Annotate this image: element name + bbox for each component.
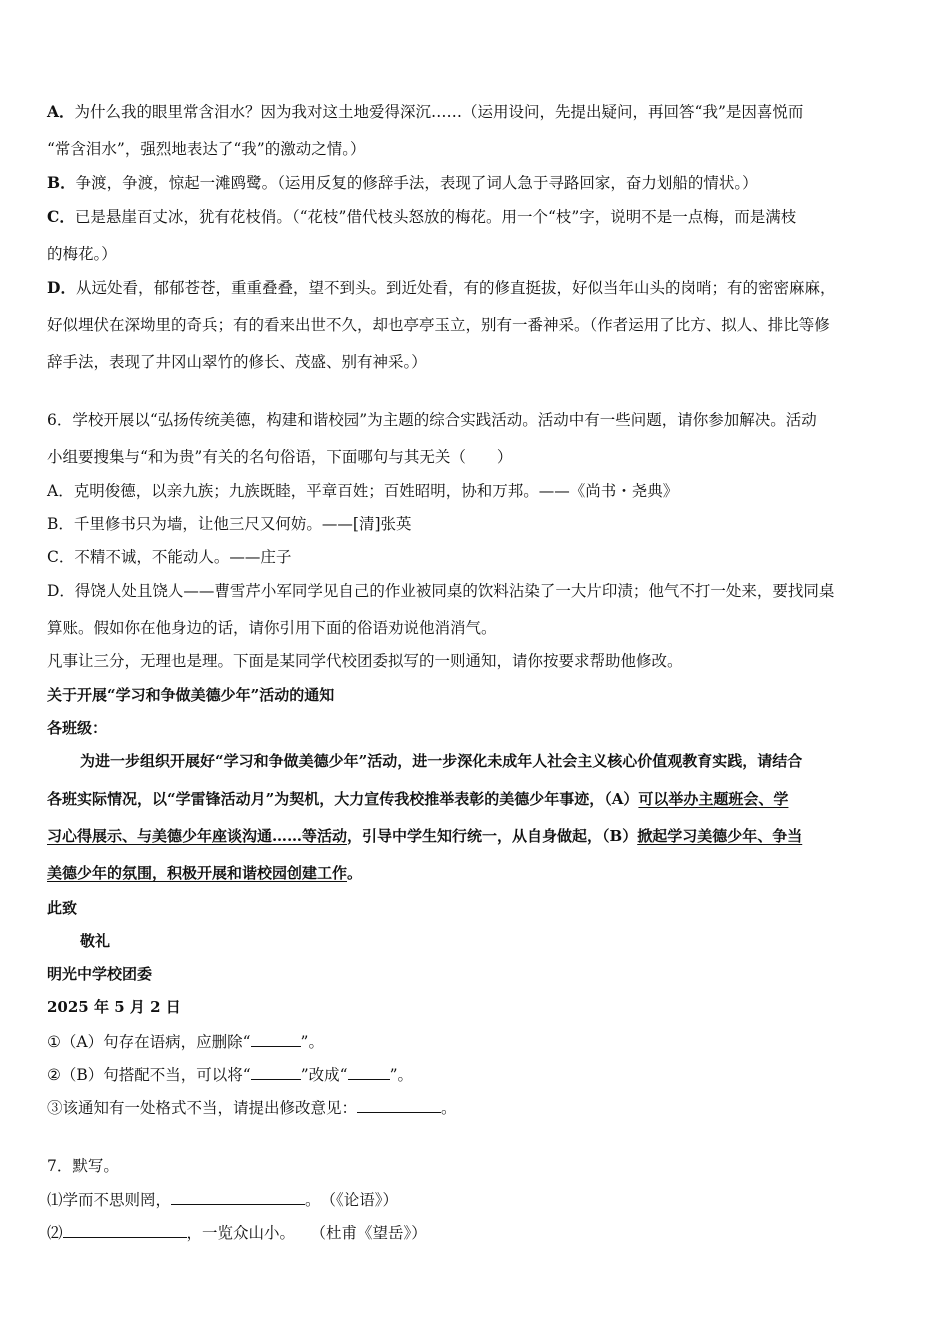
q5-option-c-line2: 的梅花。） — [47, 245, 117, 263]
q6-sub1-end: ”。 — [300, 1033, 324, 1051]
q7-item1-text: ⑴学而不思则罔， — [47, 1191, 172, 1209]
q5-option-b-line1 — [47, 173, 907, 193]
notice-date: 2025 年 5 月 2 日 — [47, 998, 181, 1016]
q5-option-a-line2: “常含泪水”，强烈地表达了“我”的激动之情。） — [47, 140, 366, 158]
q5-option-c-label: C． — [47, 207, 75, 226]
q5-option-a-label: A． — [47, 102, 75, 121]
notice-body-line2 — [47, 789, 907, 809]
q5-option-d-label: D． — [47, 278, 76, 297]
q6-stem-line2: 小组要搜集与“和为贵”有关的名句俗语，下面哪句与其无关（ ） — [47, 448, 513, 466]
q7-item-2 — [47, 1222, 907, 1243]
q6-option-d-line2: 算账。假如你在他身边的话，请你引用下面的俗语劝说他消消气。 — [47, 619, 497, 637]
q5-option-b-text: 争渡，争渡，惊起一滩鸥鹭。（运用反复的修辞手法，表现了词人急于寻路回家，奋力划船的情状。） — [75, 174, 758, 192]
notice-closing-1: 此致 — [47, 899, 78, 917]
q6-sub2 — [47, 1064, 907, 1085]
q7-item-1 — [47, 1189, 907, 1210]
q5-option-d-text: 从远处看，郁郁苍苍，重重叠叠，望不到头。到近处看，有的修直挺拔，好似当年山头的岗哨；有的密密麻麻， — [75, 279, 836, 297]
q6-sub3-blank[interactable] — [357, 1097, 441, 1113]
notice-sentence-a-start: 可以举办主题班会、学 — [638, 790, 789, 808]
notice-sentence-a-end: 习心得展示、与美德少年座谈沟通……等活动 — [47, 827, 348, 845]
q7-stem: 7．默写。 — [47, 1157, 119, 1175]
q6-sub3 — [47, 1097, 907, 1118]
q5-option-d-line1 — [47, 278, 907, 298]
q6-sub2-blank-2[interactable] — [348, 1064, 390, 1080]
q6-option-b: B．千里修书只为墙，让他三尺又何妨。——[清]张英 — [47, 515, 412, 533]
notice-body-line4-end: 。 — [347, 864, 363, 882]
q5-option-b-label: B． — [47, 173, 76, 192]
q6-option-d-line1: D．得饶人处且饶人——曹雪芹小军同学见自己的作业被同桌的饮料沾染了一大片印渍；他气不打一处来，要找同桌 — [47, 582, 835, 600]
q6-proverb-line: 凡事让三分，无理也是理。下面是某同学代校团委拟写的一则通知，请你按要求帮助他修改。 — [47, 652, 683, 670]
notice-title: 关于开展“学习和争做美德少年”活动的通知 — [47, 686, 335, 704]
q6-sub3-text: ③该通知有一处格式不当，请提出修改意见： — [47, 1099, 358, 1117]
q5-option-d-line2: 好似埋伏在深坳里的奇兵；有的看来出世不久，却也亭亭玉立，别有一番神采。（作者运用了比方、拟人、排比等修 — [47, 316, 830, 334]
q6-option-a: A．克明俊德，以亲九族；九族既睦，平章百姓；百姓昭明，协和万邦。——《尚书・尧典》 — [47, 482, 679, 500]
q6-sub1 — [47, 1031, 907, 1052]
q6-sub1-blank[interactable] — [251, 1031, 301, 1047]
q5-option-a-text: 为什么我的眼里常含泪水？因为我对这土地爱得深沉……（运用设问，先提出疑问，再回答“我”是因喜悦而 — [74, 103, 804, 121]
q6-option-c: C．不精不诚，不能动人。——庄子 — [47, 548, 292, 566]
notice-body-line3-text: ，引导中学生知行统一，从自身做起，（B） — [347, 827, 638, 845]
q7-item2-label: ⑵ — [47, 1224, 63, 1242]
q7-item1-blank[interactable] — [171, 1189, 305, 1205]
q6-stem-line1: 6．学校开展以“弘扬传统美德，构建和谐校园”为主题的综合实践活动。活动中有一些问题，请你参加解决。活动 — [47, 411, 817, 429]
notice-sentence-b-start: 掀起学习美德少年、争当 — [637, 827, 803, 845]
notice-recipient: 各班级： — [47, 719, 108, 737]
notice-body-line3 — [47, 826, 907, 846]
q6-sub2-text: ②（B）句搭配不当，可以将“ — [47, 1066, 251, 1084]
q5-option-d-line3: 辞手法，表现了井冈山翠竹的修长、茂盛、别有神采。） — [47, 353, 427, 371]
q5-option-c-text: 已是悬崖百丈冰，犹有花枝俏。（“花枝”借代枝头怒放的梅花。用一个“枝”字，说明不是一点梅，而是满枝 — [74, 208, 797, 226]
q6-sub1-text: ①（A）句存在语病，应删除“ — [47, 1033, 251, 1051]
notice-sentence-b-end: 美德少年的氛围，积极开展和谐校园创建工作 — [47, 864, 348, 882]
q7-item2-blank[interactable] — [63, 1222, 187, 1238]
q6-sub3-end: 。 — [441, 1099, 457, 1117]
q6-sub2-end: ”。 — [389, 1066, 414, 1084]
q6-sub2-mid: ”改成“ — [300, 1066, 348, 1084]
q5-option-c-line1 — [47, 207, 907, 227]
notice-closing-2: 敬礼 — [80, 932, 111, 950]
q5-option-a-line1 — [47, 102, 907, 122]
q7-item1-source: 。 （《论语》） — [305, 1191, 399, 1209]
notice-body-line4 — [47, 863, 907, 883]
q6-sub2-blank-1[interactable] — [251, 1064, 301, 1080]
q7-item2-source: ，一览众山小。 （杜甫《望岳》） — [186, 1224, 427, 1242]
notice-signer: 明光中学校团委 — [47, 965, 153, 983]
notice-body-line2-text: 各班实际情况，以“学雷锋活动月”为契机，大力宣传我校推举表彰的美德少年事迹，（A） — [47, 790, 639, 808]
notice-body-line1: 为进一步组织开展好“学习和争做美德少年”活动，进一步深化未成年人社会主义核心价值观教育实践，请结合 — [80, 752, 803, 770]
